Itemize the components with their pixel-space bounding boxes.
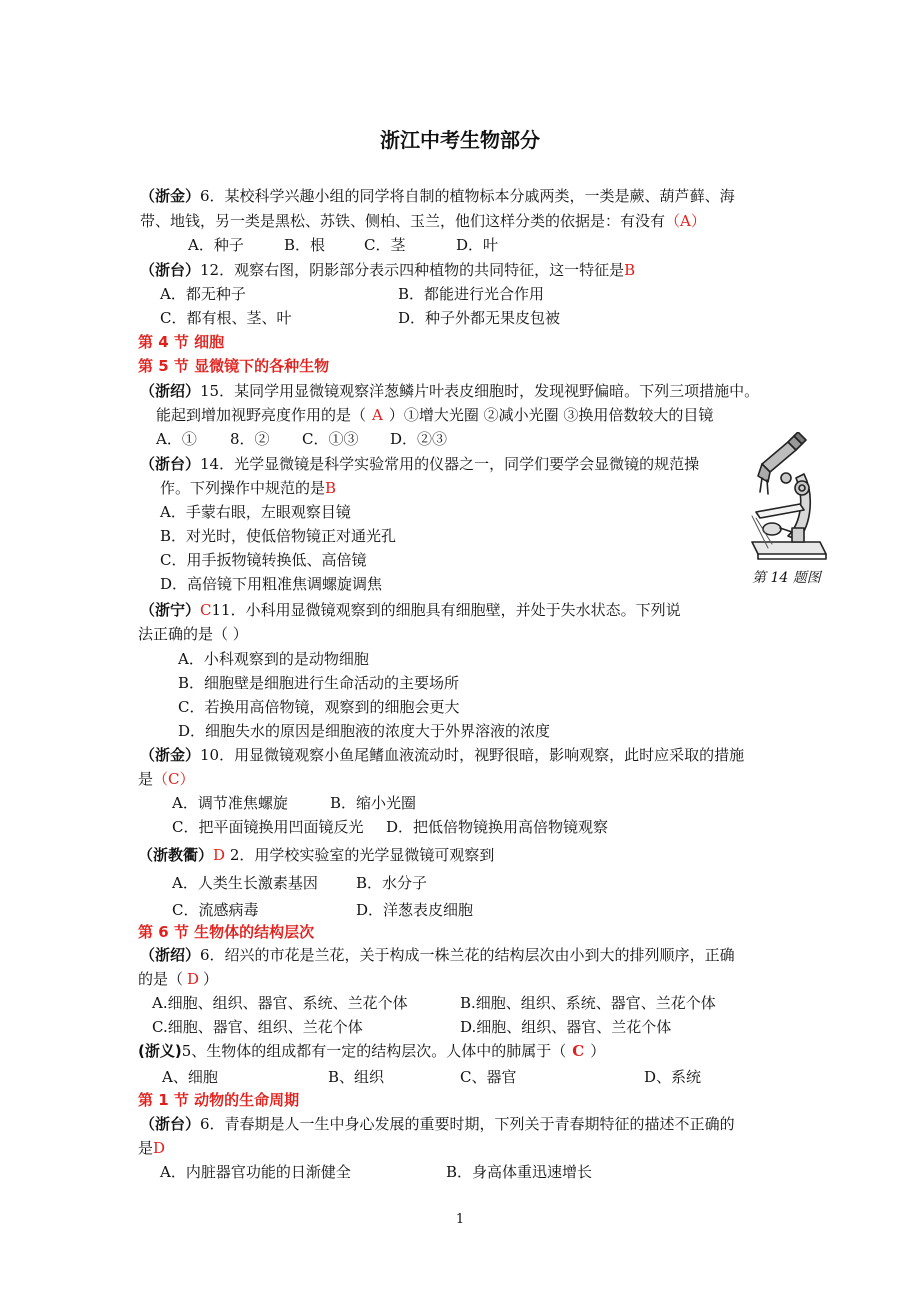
question-source-tag: (浙义) bbox=[138, 1042, 182, 1060]
question-10-options-row-1 bbox=[160, 1161, 592, 1183]
question-10-line-1 bbox=[140, 1113, 735, 1135]
page-number: 1 bbox=[455, 1212, 465, 1227]
question-9-line-1 bbox=[138, 1040, 605, 1062]
question-text: ） bbox=[203, 970, 219, 988]
question-source-tag: （浙金） bbox=[140, 187, 201, 205]
option-a: A.细胞、组织、器官、系统、兰花个体 bbox=[152, 994, 408, 1012]
option-c: C．都有根、茎、叶 bbox=[160, 309, 292, 327]
question-source-tag: （浙宁） bbox=[140, 601, 201, 619]
option-d: D．种子外都无果皮包被 bbox=[398, 309, 561, 327]
option-b: B.细胞、组织、系统、器官、兰花个体 bbox=[460, 994, 716, 1012]
question-3-options bbox=[156, 428, 447, 450]
question-text: 11．小科用显微镜观察到的细胞具有细胞壁，并处于失水状态。下列说 bbox=[211, 601, 681, 619]
question-text: 能起到增加视野亮度作用的是（ bbox=[156, 406, 367, 424]
option-d: D．②③ bbox=[390, 430, 448, 448]
question-5-line-1 bbox=[140, 599, 681, 621]
option-c: C．用手扳物镜转换低、高倍镜 bbox=[160, 551, 367, 569]
question-source-tag: （浙绍） bbox=[140, 382, 201, 400]
question-text: 10．用显微镜观察小鱼尾鳍血液流动时，视野很暗，影响观察，此时应采取的措施 bbox=[200, 746, 745, 764]
section-heading-5: 第 5 节 显微镜下的各种生物 bbox=[138, 357, 330, 375]
answer-mark: C bbox=[200, 601, 212, 619]
question-text: 带、地钱，另一类是黑松、苏铁、侧柏、玉兰，他们这样分类的依据是：有没有 bbox=[140, 212, 666, 230]
answer-mark: D bbox=[213, 846, 226, 864]
answer-mark: （A） bbox=[665, 212, 706, 230]
question-4-line-1 bbox=[140, 453, 699, 475]
option-d: D.细胞、组织、器官、兰花个体 bbox=[460, 1018, 672, 1036]
option-d: D．细胞失水的原因是细胞液的浓度大于外界溶液的浓度 bbox=[178, 722, 551, 740]
section-heading-4: 第 4 节 细胞 bbox=[138, 333, 225, 351]
question-text: 是 bbox=[138, 770, 154, 788]
option-b: 8．② bbox=[230, 430, 270, 448]
option-a: A．都无种子 bbox=[160, 285, 246, 303]
option-c: C、器官 bbox=[460, 1068, 517, 1086]
question-text: 14．光学显微镜是科学实验常用的仪器之一，同学们要学会显微镜的规范操 bbox=[200, 455, 700, 473]
question-source-tag: （浙教衢） bbox=[138, 846, 214, 864]
question-6-line-1 bbox=[140, 744, 744, 766]
question-source-tag: （浙台） bbox=[140, 261, 201, 279]
option-d: D．叶 bbox=[456, 236, 499, 254]
question-6-line-2 bbox=[138, 768, 195, 790]
question-text: 6．青春期是人一生中身心发展的重要时期，下列关于青春期特征的描述不正确的 bbox=[200, 1115, 735, 1133]
question-text: 的是（ bbox=[138, 970, 184, 988]
question-text: 5、生物体的组成都有一定的结构层次。人体中的肺属于（ bbox=[181, 1042, 567, 1060]
answer-mark: （C） bbox=[153, 770, 195, 788]
answer-mark: B bbox=[325, 479, 337, 497]
section-heading-1: 第 1 节 动物的生命周期 bbox=[138, 1091, 300, 1109]
option-a: A、细胞 bbox=[162, 1068, 218, 1086]
question-8-options-row-1 bbox=[152, 992, 716, 1014]
question-6-options-row-2 bbox=[172, 816, 608, 838]
option-a: A．小科观察到的是动物细胞 bbox=[178, 650, 369, 668]
question-7-options-row-1 bbox=[172, 872, 427, 894]
question-text: 法正确的是（ ） bbox=[138, 625, 248, 643]
answer-mark: D bbox=[153, 1139, 166, 1157]
option-b: B．缩小光圈 bbox=[330, 794, 417, 812]
question-text: 作。下列操作中规范的是 bbox=[160, 479, 326, 497]
question-7-line-1 bbox=[138, 844, 494, 866]
answer-mark: A bbox=[372, 406, 383, 424]
question-1-options bbox=[188, 234, 498, 256]
option-c: C．若换用高倍物镜，观察到的细胞会更大 bbox=[178, 698, 460, 716]
question-text: 15．某同学用显微镜观察洋葱鳞片叶表皮细胞时，发现视野偏暗。下列三项措施中。 bbox=[200, 382, 760, 400]
question-7-options-row-2 bbox=[172, 899, 473, 921]
answer-mark: B bbox=[624, 261, 636, 279]
option-b: B．对光时，使低倍物镜正对通光孔 bbox=[160, 527, 397, 545]
question-2-options-row-1 bbox=[160, 283, 544, 305]
question-2-line-1 bbox=[140, 259, 635, 281]
question-text: ） bbox=[590, 1042, 606, 1060]
section-heading-6: 第 6 节 生物体的结构层次 bbox=[138, 923, 315, 941]
option-d: D．洋葱表皮细胞 bbox=[356, 901, 474, 919]
option-d: D．高倍镜下用粗准焦调螺旋调焦 bbox=[160, 575, 383, 593]
option-a: A．种子 bbox=[188, 236, 244, 254]
option-c: C.细胞、器官、组织、兰花个体 bbox=[152, 1018, 363, 1036]
question-text: 6．某校科学兴趣小组的同学将自制的植物标本分戚两类，一类是蕨、葫芦藓、海 bbox=[200, 187, 735, 205]
option-c: C．茎 bbox=[364, 236, 406, 254]
option-a: A．人类生长激素基因 bbox=[172, 874, 318, 892]
question-text: 2．用学校实验室的光学显微镜可观察到 bbox=[225, 846, 495, 864]
option-a: A．① bbox=[156, 430, 197, 448]
question-8-line-1 bbox=[140, 944, 735, 966]
option-c: C．流感病毒 bbox=[172, 901, 259, 919]
question-8-line-2 bbox=[138, 968, 218, 990]
question-1-line-1 bbox=[140, 185, 735, 207]
option-b: B．细胞壁是细胞进行生命活动的主要场所 bbox=[178, 674, 460, 692]
question-6-options-row-1 bbox=[172, 792, 416, 814]
page-title: 浙江中考生物部分 bbox=[380, 128, 540, 152]
question-text: 是 bbox=[138, 1139, 154, 1157]
question-source-tag: （浙绍） bbox=[140, 946, 201, 964]
option-b: B、组织 bbox=[328, 1068, 385, 1086]
answer-mark: D bbox=[187, 970, 200, 988]
option-d: D、系统 bbox=[644, 1068, 702, 1086]
question-1-line-2 bbox=[140, 210, 706, 232]
option-c: C．把平面镜换用凹面镜反光 bbox=[172, 818, 364, 836]
option-b: B．身高体重迅速增长 bbox=[446, 1163, 593, 1181]
option-b: B．水分子 bbox=[356, 874, 428, 892]
option-d: D．把低倍物镜换用高倍物镜观察 bbox=[386, 818, 609, 836]
option-b: B．根 bbox=[284, 236, 326, 254]
figure-caption: 第 14 题图 bbox=[752, 570, 821, 586]
question-3-line-1 bbox=[140, 380, 759, 402]
microscope-figure bbox=[742, 432, 832, 567]
option-a: A．调节准焦螺旋 bbox=[172, 794, 288, 812]
question-source-tag: （浙台） bbox=[140, 1115, 201, 1133]
option-a: A．手蒙右眼，左眼观察目镜 bbox=[160, 503, 351, 521]
option-a: A．内脏器官功能的日渐健全 bbox=[160, 1163, 351, 1181]
question-3-line-2 bbox=[156, 404, 713, 426]
question-source-tag: （浙台） bbox=[140, 455, 201, 473]
question-source-tag: （浙金） bbox=[140, 746, 201, 764]
question-text: 6．绍兴的市花是兰花，关于构成一株兰花的结构层次由小到大的排列顺序，正确 bbox=[200, 946, 735, 964]
question-9-options bbox=[162, 1066, 701, 1088]
question-2-options-row-2 bbox=[160, 307, 560, 329]
option-b: B．都能进行光合作用 bbox=[398, 285, 545, 303]
question-text: 12．观察右图，阴影部分表示四种植物的共同特征，这一特征是 bbox=[200, 261, 625, 279]
answer-mark: C bbox=[572, 1042, 585, 1060]
question-10-line-2 bbox=[138, 1137, 165, 1159]
option-c: C．①③ bbox=[302, 430, 359, 448]
question-4-line-2 bbox=[160, 477, 336, 499]
question-8-options-row-2 bbox=[152, 1016, 671, 1038]
question-text: ）①增大光圈 ②减小光圈 ③换用倍数较大的目镜 bbox=[388, 406, 714, 424]
